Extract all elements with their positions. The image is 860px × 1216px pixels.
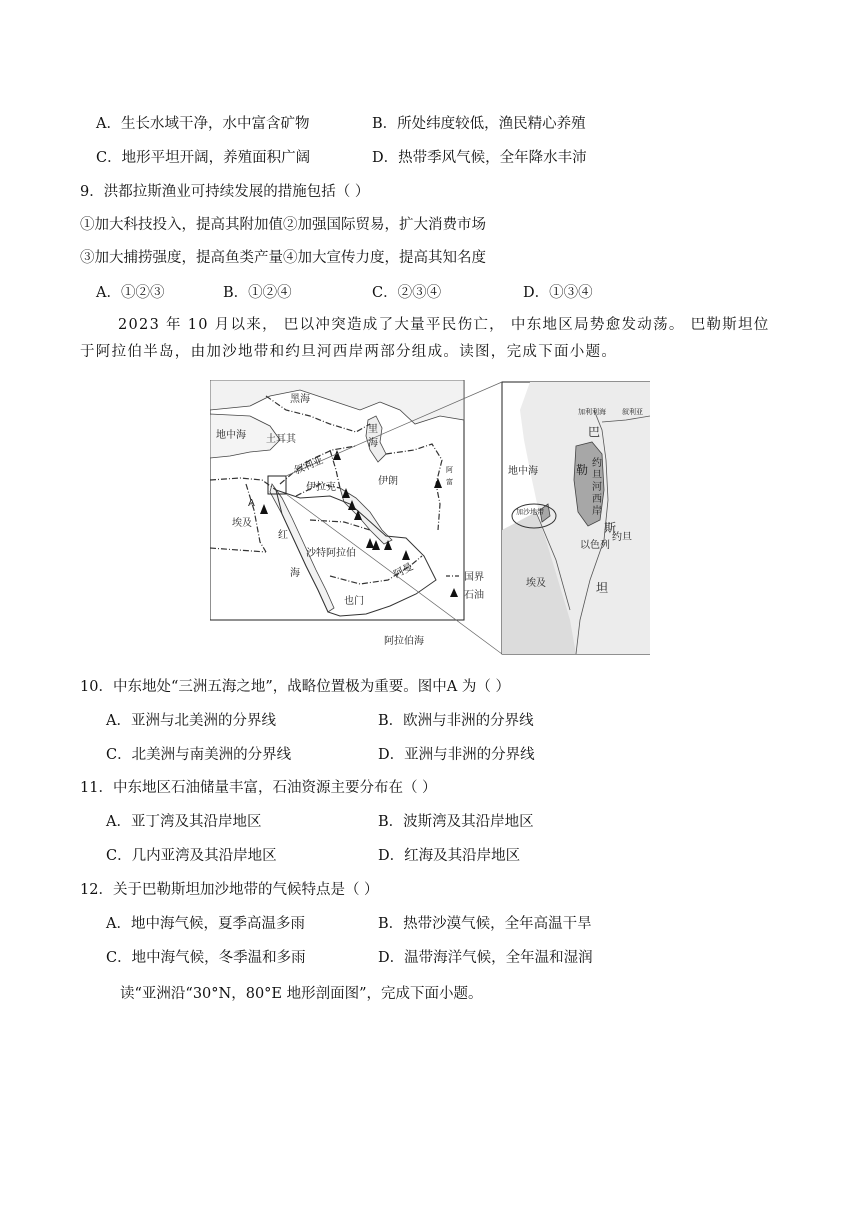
label-syria: 叙利亚 [293, 455, 325, 477]
q11-option-b: B．波斯湾及其沿岸地区 [378, 814, 534, 830]
q9-option-c: C．②③④ [372, 285, 442, 301]
legend-border: 国界 [464, 572, 484, 583]
label-west-bank-4: 西 [592, 494, 602, 505]
q9-option-a: A．①②③ [96, 285, 165, 301]
label-palestine-tan: 坦 [596, 581, 609, 595]
q10-option-d: D．亚洲与非洲的分界线 [378, 747, 535, 763]
label-palestine-le: 勒 [576, 463, 589, 477]
q9-option-d: D．①③④ [523, 285, 593, 301]
label-yemen: 也门 [344, 596, 364, 607]
label-afghanistan-1: 阿 [446, 466, 453, 474]
q12-option-b: B．热带沙漠气候，全年高温干旱 [378, 916, 592, 932]
q8-option-a: A．生长水域干净，水中富含矿物 [96, 116, 310, 132]
label-israel: 以色列 [580, 540, 610, 551]
label-black-sea: 黑海 [290, 394, 310, 405]
intro-paragraph: 2023 年 10 月以来， 巴以冲突造成了大量平民伤亡， 中东地区局势愈发动荡。 巴勒斯坦位于阿拉伯半岛，由加沙地带和约旦河西岸两部分组成。读图，完成下面小题。 [80, 317, 770, 360]
label-marker-a: A [248, 498, 255, 509]
q9-stem: 9．洪都拉斯渔业可持续发展的措施包括（ ） [80, 184, 370, 200]
q8-option-c: C．地形平坦开阔，养殖面积广阔 [96, 150, 311, 166]
q10-option-a: A．亚洲与北美洲的分界线 [106, 713, 276, 729]
label-west-bank-3: 河 [592, 482, 602, 493]
label-red-sea-1: 红 [278, 530, 288, 541]
label-mediterranean: 地中海 [216, 430, 246, 441]
label-red-sea-2: 海 [290, 568, 300, 579]
label-afghanistan-2: 富 [446, 478, 453, 486]
legend-oil: 石油 [464, 590, 484, 601]
label-sea-of-galilee: 加利利海 [578, 408, 606, 416]
label-west-bank-2: 旦 [592, 470, 602, 481]
q8-option-b: B．所处纬度较低，渔民精心养殖 [372, 116, 586, 132]
q9-statement-line1: ①加大科技投入，提高其附加值②加强国际贸易，扩大消费市场 [80, 217, 486, 233]
label-caspian-2: 海 [368, 438, 378, 449]
intro-paragraph-2: 读“亚洲沿“30°N，80°E 地形剖面图”，完成下面小题。 [120, 986, 483, 1002]
q11-option-d: D．红海及其沿岸地区 [378, 848, 521, 864]
label-iran: 伊朗 [378, 476, 398, 487]
q10-option-b: B．欧洲与非洲的分界线 [378, 713, 534, 729]
label-palestine-si: 斯 [604, 521, 617, 535]
q10-stem: 10．中东地处“三洲五海之地”，战略位置极为重要。图中A 为（ ） [80, 679, 510, 695]
middle-east-map [210, 380, 650, 656]
q11-stem: 11．中东地区石油储量丰富，石油资源主要分布在（ ） [80, 780, 437, 796]
label-caspian-1: 里 [368, 424, 378, 435]
label-iraq: 伊拉克 [306, 482, 336, 493]
label-gaza: 加沙地带 [516, 508, 544, 516]
q9-statement-line2: ③加大捕捞强度，提高鱼类产量④加大宣传力度，提高其知名度 [80, 250, 486, 266]
q11-option-c: C．几内亚湾及其沿岸地区 [106, 848, 277, 864]
label-egypt: 埃及 [232, 518, 252, 529]
label-jordan: 约旦 [612, 532, 632, 543]
q9-option-b: B．①②④ [223, 285, 292, 301]
q12-option-c: C．地中海气候，冬季温和多雨 [106, 950, 306, 966]
q12-option-d: D．温带海洋气候，全年温和湿润 [378, 950, 593, 966]
label-arabian-sea: 阿拉伯海 [384, 636, 424, 647]
label-mediterranean-right: 地中海 [508, 466, 538, 477]
q11-option-a: A．亚丁湾及其沿岸地区 [106, 814, 262, 830]
q12-option-a: A．地中海气候，夏季高温多雨 [106, 916, 305, 932]
q10-option-c: C．北美洲与南美洲的分界线 [106, 747, 292, 763]
label-saudi-arabia: 沙特阿拉伯 [306, 548, 356, 559]
label-turkey: 土耳其 [266, 434, 296, 445]
q8-option-d: D．热带季风气候，全年降水丰沛 [372, 150, 587, 166]
label-egypt-right: 埃及 [526, 578, 546, 589]
label-west-bank-5: 岸 [592, 506, 602, 517]
label-palestine-ba: 巴 [588, 425, 601, 439]
label-west-bank-1: 约 [592, 458, 602, 469]
q12-stem: 12．关于巴勒斯坦加沙地带的气候特点是（ ） [80, 882, 379, 898]
label-oman: 阿曼 [392, 561, 416, 581]
label-syria-right: 叙利亚 [622, 408, 643, 416]
